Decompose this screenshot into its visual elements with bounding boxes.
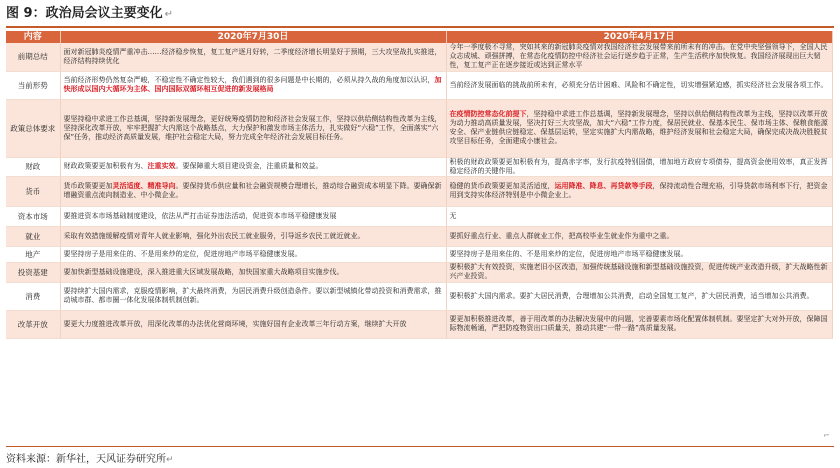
row-category: 投资基建 <box>6 262 60 282</box>
table-row <box>6 226 832 246</box>
cell-july <box>60 226 446 246</box>
cell-july <box>60 176 446 206</box>
cell-text: 。要保持货币供应量和社会融资规模合理增长，推动综合融资成本明显下降。要确保新增融资重点流向制造业、中小微企业。 <box>63 182 442 199</box>
cell-july <box>60 206 446 226</box>
cell-text: 财政政策要更加积极有为、 <box>63 162 148 170</box>
table-header-row <box>6 31 832 43</box>
table-row <box>6 262 832 282</box>
cell-july <box>60 157 446 176</box>
row-category: 政策总体要求 <box>6 99 60 157</box>
cell-text: 要推进资本市场基础制度建设，依法从严打击证券违法活动，促进资本市场平稳健康发展 <box>63 211 337 220</box>
table-row <box>6 206 832 226</box>
row-category: 货币 <box>6 176 60 206</box>
cell-text: 当前经济发展面临的挑战前所未有，必须充分估计困难、风险和不确定性，切实增强紧迫感，抓实经济社会发展各项工作。 <box>449 80 828 89</box>
cell-text: ，坚持稳中求进工作总基调，坚持新发展理念，坚持以供给侧结构性改革为主线，坚持以改革开放为动力推动高质量发展，坚决打好三大攻坚战，加大“六稳”工作力度，保居民就业、保基本民生、保市场主体、保粮食能源安全、保产业链供应链稳定、保基层运转，坚定实施扩大内需战略，维护经济发展和社会稳定大局，确保完成决战决胜脱贫攻坚目标任务，全面建成小康社会。 <box>449 110 828 145</box>
row-category: 改革开放 <box>6 310 60 338</box>
cell-text: 采取有效措施缓解疫情对青年人就业影响，强化外出农民工就业服务，引导返乡农民工就近就业。 <box>63 231 365 240</box>
table-body <box>6 43 832 338</box>
cell-july <box>60 43 446 71</box>
cell-april <box>446 262 832 282</box>
cell-july <box>60 262 446 282</box>
cell-text: 当前经济形势仍然复杂严峻，不稳定性不确定性较大，我们遇到的很多问题是中长期的，必须从持久战的角度加以认识， <box>63 76 435 84</box>
cell-text: 要加快新型基础设施建设，深入推进重大区域发展战略，加快国家重大战略项目实施步伐。 <box>63 267 344 276</box>
cell-text: 要坚持房子是用来住的、不是用来炒的定位，促进房地产市场平稳健康发展。 <box>449 249 688 258</box>
resize-handle-icon: ⌐ <box>823 431 830 440</box>
cell-april <box>446 71 832 99</box>
cell-april <box>446 99 832 157</box>
bottom-divider <box>6 446 834 447</box>
cell-july <box>60 71 446 99</box>
cell-text: 今年一季度极不寻常，突如其来的新冠肺炎疫情对我国经济社会发展带来前所未有的冲击。在党中央坚强领导下，全国人民众志成城、顽强拼搏，在常态化疫情防控中经济社会运行逐步趋于正常，生产生活秩序加快恢复。我国经济展现出巨大韧性，复工复产正在逐步接近或达到正常水平 <box>449 43 828 70</box>
highlighted-text: 注重实效 <box>147 162 176 170</box>
cell-text: 积极的财政政策要更加积极有为，提高赤字率，发行抗疫特别国债，增加地方政府专项债券，提高资金使用效率，真正发挥稳定经济的关键作用。 <box>449 157 828 175</box>
cell-text: 货币政策要更加 <box>63 182 113 190</box>
comparison-table <box>6 31 833 339</box>
cell-april <box>446 176 832 206</box>
header-april: 2020年4月17日 <box>446 31 832 43</box>
title-divider <box>6 26 834 28</box>
row-category: 资本市场 <box>6 206 60 226</box>
row-category: 消费 <box>6 282 60 310</box>
cell-april <box>446 282 832 310</box>
cell-april <box>446 206 832 226</box>
cell-text: 要坚持房子是用来住的、不是用来炒的定位，促进房地产市场平稳健康发展。 <box>63 249 302 258</box>
cell-text: 要更大力度推进改革开放，用深化改革的办法优化营商环境，实施好国有企业改革三年行动方案，继续扩大开放 <box>63 319 407 328</box>
figure-title <box>6 4 173 24</box>
cell-april <box>446 43 832 71</box>
table-row <box>6 99 832 157</box>
cell-text: 要坚持稳中求进工作总基调，坚持新发展理念，更好统筹疫情防控和经济社会发展工作，坚持以供给侧结构性改革为主线，坚持深化改革开放，牢牢把握扩大内需这个战略基点，大力保护和激发市场主体活力，扎实做好“六稳”工作，全面落实“六保”任务，推动经济高质量发展，维护社会稳定大局，努力完成全年经济社会发展目标任务。 <box>63 114 442 141</box>
cell-text: 要抓好重点行业、重点人群就业工作，把高校毕业生就业作为重中之重。 <box>449 231 674 240</box>
source-note <box>6 450 174 465</box>
table-row <box>6 282 832 310</box>
header-july: 2020年7月30日 <box>60 31 446 43</box>
table-row <box>6 176 832 206</box>
cell-july <box>60 310 446 338</box>
cell-april <box>446 157 832 176</box>
cell-text: 无 <box>449 211 457 220</box>
paragraph-mark-icon: ↵ <box>164 9 173 20</box>
figure-title-text: 图 9：政治局会议主要变化 <box>6 6 163 21</box>
cell-april <box>446 310 832 338</box>
cell-april <box>446 226 832 246</box>
table-row <box>6 246 832 262</box>
row-category: 地产 <box>6 246 60 262</box>
cell-july <box>60 282 446 310</box>
row-category: 前期总结 <box>6 43 60 71</box>
table-row <box>6 43 832 71</box>
cell-text: 要更加积极推进改革，善于用改革的办法解决发展中的问题，完善要素市场化配置体制机制。要坚定扩大对外开放，保障国际物流畅通，严把防疫物资出口质量关，推动共建“一带一路”高质量发展。 <box>449 315 828 332</box>
highlighted-text: 灵活适度、精准导向 <box>112 182 176 190</box>
source-text: 资料来源：新华社，天风证券研究所 <box>6 454 166 465</box>
cell-text: 要积极扩大有效投资，实施老旧小区改造，加强传统基础设施和新型基础设施投资，促进传统产业改造升级，扩大战略性新兴产业投资。 <box>449 263 828 280</box>
cell-july <box>60 246 446 262</box>
row-category: 就业 <box>6 226 60 246</box>
cell-text: 面对新冠肺炎疫情严重冲击……经济稳步恢复，复工复产逐月好转，二季度经济增长明显好于预期，三大攻坚战扎实推进，经济结构持续优化 <box>63 47 442 65</box>
highlighted-text: 在疫情防控常态化前提下 <box>449 110 527 118</box>
table-row <box>6 157 832 176</box>
header-content: 内容 <box>6 31 60 43</box>
highlighted-text: 加快形成以国内大循环为主体、国内国际双循环相互促进的新发展格局 <box>63 76 442 93</box>
cell-text: 要积极扩大国内需求。要扩大居民消费，合理增加公共消费，启动全国复工复产，扩大居民消费，适当增加公共消费。 <box>449 291 814 300</box>
highlighted-text: 运用降准、降息、再贷款等手段 <box>554 182 653 190</box>
cell-text: 要持续扩大国内需求，克服疫情影响，扩大最终消费，为居民消费升级创造条件。要以新型城镇化带动投资和消费需求，推动城市群、都市圈一体化发展体制机制创新。 <box>63 287 442 304</box>
cell-text: ，保持流动性合理充裕，引导贷款市场利率下行，把资金用到支持实体经济特别是中小微企业上。 <box>449 182 828 199</box>
cell-text: 。要保障重大项目建设资金，注重质量和效益。 <box>175 162 323 170</box>
row-category: 当前形势 <box>6 71 60 99</box>
table-row <box>6 310 832 338</box>
row-category: 财政 <box>6 157 60 176</box>
cell-july <box>60 99 446 157</box>
cell-text: 稳健的货币政策要更加灵活适度， <box>449 182 555 190</box>
cell-april <box>446 246 832 262</box>
table-row <box>6 71 832 99</box>
paragraph-mark-icon: ↵ <box>166 455 174 465</box>
